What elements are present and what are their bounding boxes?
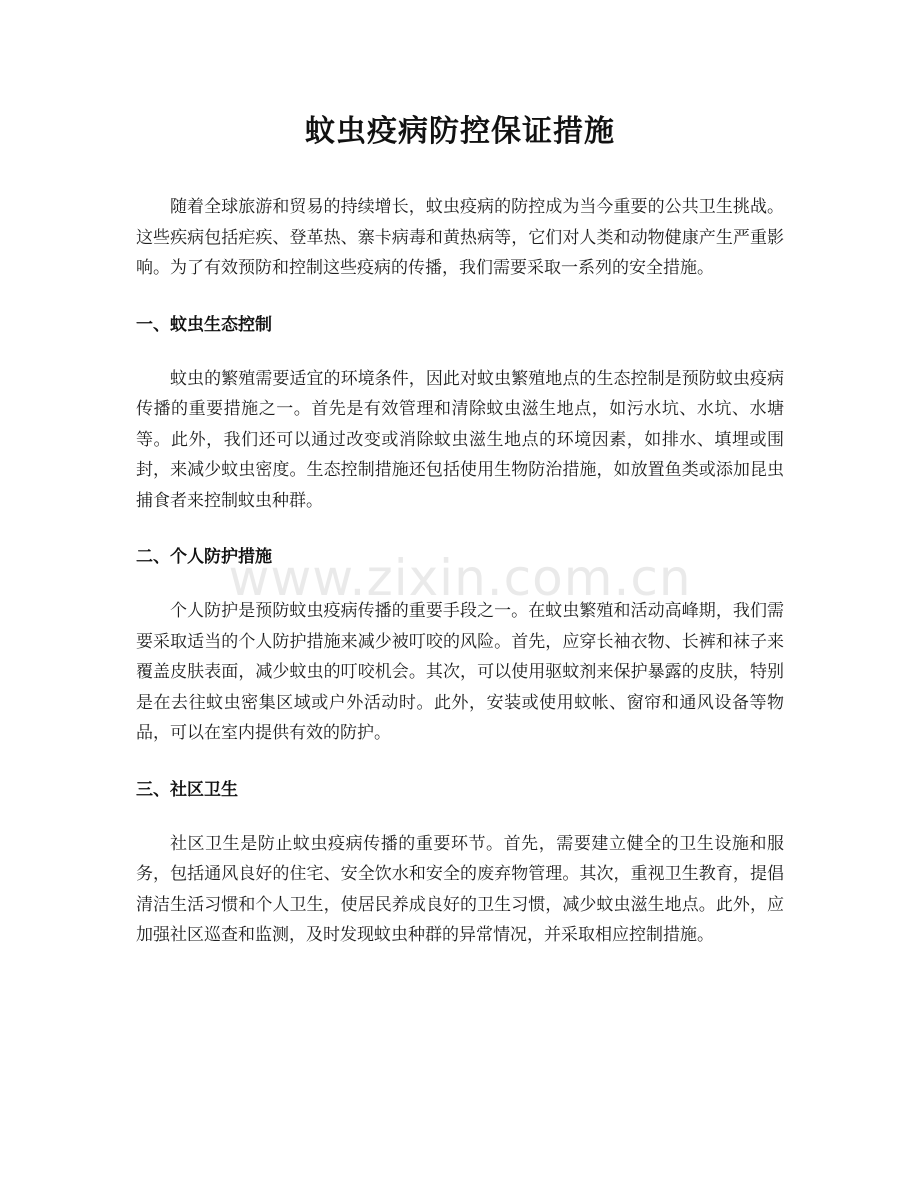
section-body: 蚊虫的繁殖需要适宜的环境条件，因此对蚊虫繁殖地点的生态控制是预防蚊虫疫病传播的重要措施之一。首先是有效管理和清除蚊虫滋生地点，如污水坑、水坑、水塘等。此外，我们还可以通过改变或消除蚊虫滋生地点的环境因素，如排水、填埋或围封，来减少蚊虫密度。生态控制措施还包括使用生物防治措施，如放置鱼类或添加昆虫捕食者来控制蚊虫种群。 [136,368,784,511]
section-body: 个人防护是预防蚊虫疫病传播的重要手段之一。在蚊虫繁殖和活动高峰期，我们需要采取适当的个人防护措施来减少被叮咬的风险。首先，应穿长袖衣物、长裤和袜子来覆盖皮肤表面，减少蚊虫的叮咬机会。其次，可以使用驱蚊剂来保护暴露的皮肤，特别是在去往蚊虫密集区域或户外活动时。此外，安装或使用蚊帐、窗帘和通风设备等物品，可以在室内提供有效的防护。 [136,601,784,743]
section-heading: 三、社区卫生 [136,779,238,800]
section-body: 社区卫生是防止蚊虫疫病传播的重要环节。首先，需要建立健全的卫生设施和服务，包括通风良好的住宅、安全饮水和安全的废弃物管理。其次，重视卫生教育，提倡清洁生活习惯和个人卫生，使居民养成良好的卫生习惯，减少蚊虫滋生地点。此外，应加强社区巡查和监测，及时发现蚊虫种群的异常情况，并采取相应控制措施。 [136,833,784,945]
section-ecological-control [136,312,784,517]
document-title: 蚊虫疫病防控保证措施 [305,114,615,149]
watermark: www.zixin.com.cn [228,549,692,607]
document-content [136,108,784,951]
section-personal-protection [136,544,784,749]
intro-paragraph: 随着全球旅游和贸易的持续增长，蚊虫疫病的防控成为当今重要的公共卫生挑战。这些疾病包括疟疾、登革热、寨卡病毒和黄热病等，它们对人类和动物健康产生严重影响。为了有效预防和控制这些疫病的传播，我们需要采取一系列的安全措施。 [136,197,784,278]
section-heading: 一、蚊虫生态控制 [136,314,272,335]
section-heading: 二、个人防护措施 [136,547,272,567]
section-community-hygiene [136,777,784,951]
